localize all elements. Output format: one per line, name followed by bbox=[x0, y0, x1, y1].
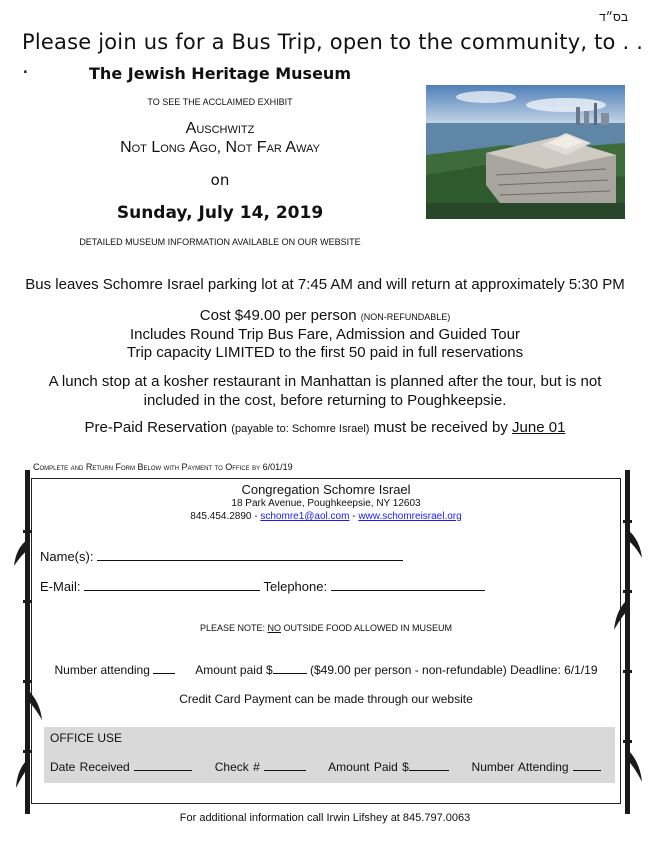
date-received-label: Date Received bbox=[50, 760, 130, 774]
headline: Please join us for a Bus Trip, open to the community, to . . . bbox=[22, 30, 644, 78]
payable-to: (payable to: Schomre Israel) bbox=[231, 423, 370, 435]
congregation-address: 18 Park Avenue, Poughkeepsie, NY 12603 bbox=[231, 498, 421, 509]
check-label: Check # bbox=[214, 760, 260, 774]
phone-number: 845.454.2890 bbox=[190, 511, 252, 522]
congregation-name: Congregation Schomre Israel bbox=[241, 482, 411, 497]
cost-line: Cost $49.00 per person bbox=[199, 307, 357, 324]
email-field[interactable] bbox=[84, 579, 260, 591]
hebrew-mark: בס״ד bbox=[599, 10, 628, 24]
includes-line: Includes Round Trip Bus Fare, Admission and Guided Tour bbox=[130, 326, 520, 343]
office-amount-paid-field[interactable] bbox=[409, 759, 449, 771]
food-note bbox=[31, 623, 621, 633]
attendance-row bbox=[31, 662, 621, 677]
see-exhibit-label: TO SEE THE ACCLAIMED EXHIBIT bbox=[147, 97, 293, 107]
number-attending-label: Number attending bbox=[54, 663, 150, 677]
separator: - bbox=[251, 511, 261, 522]
lunch-note bbox=[0, 372, 650, 410]
exhibit-title-line1: Auschwitz bbox=[185, 120, 255, 137]
note-prefix: PLEASE NOTE: bbox=[199, 623, 268, 633]
price-note: ($49.00 per person - non-refundable) Deadline: 6/1/19 bbox=[309, 663, 598, 677]
office-use-row bbox=[50, 759, 601, 774]
lunch-line1: A lunch stop at a kosher restaurant in Manhattan is planned after the tour, but is not bbox=[48, 373, 602, 390]
contact-line bbox=[31, 511, 621, 522]
complete-form-note: Complete and Return Form Below with Payment to Office by 6/01/19 bbox=[33, 462, 293, 472]
on-label: on bbox=[210, 171, 230, 189]
office-use-box bbox=[44, 727, 615, 783]
telephone-field[interactable] bbox=[331, 579, 485, 591]
received-by: must be received by bbox=[373, 419, 508, 436]
prepaid-deadline: June 01 bbox=[512, 419, 566, 436]
detail-note: DETAILED MUSEUM INFORMATION AVAILABLE ON OUR WEBSITE bbox=[79, 237, 361, 247]
telephone-label: Telephone: bbox=[263, 579, 328, 594]
note-suffix: OUTSIDE FOOD ALLOWED IN MUSEUM bbox=[281, 623, 453, 633]
office-use-title: OFFICE USE bbox=[50, 731, 123, 745]
email-link[interactable]: schomre1@aol.com bbox=[260, 511, 350, 522]
museum-name: The Jewish Heritage Museum bbox=[89, 64, 351, 83]
names-row bbox=[40, 549, 403, 564]
amount-paid-label: Amount paid $ bbox=[195, 663, 273, 677]
website-link[interactable]: www.schomreisrael.org bbox=[358, 511, 462, 522]
trip-date: Sunday, July 14, 2019 bbox=[116, 203, 324, 223]
names-label: Name(s): bbox=[40, 549, 94, 564]
office-amount-paid-label: Amount Paid $ bbox=[328, 760, 409, 774]
separator: - bbox=[349, 511, 359, 522]
check-field[interactable] bbox=[264, 759, 306, 771]
office-number-attending-label: Number Attending bbox=[471, 760, 569, 774]
cost-note: (NON-REFUNDABLE) bbox=[360, 312, 451, 322]
email-label: E-Mail: bbox=[40, 579, 81, 594]
cost-block bbox=[0, 307, 650, 362]
prepaid-note bbox=[0, 419, 650, 436]
prepaid-label: Pre-Paid Reservation bbox=[84, 419, 228, 436]
bus-schedule: Bus leaves Schomre Israel parking lot at 7:45 AM and will return at approximately 5:30 PM bbox=[25, 276, 625, 293]
credit-card-note: Credit Card Payment can be made through our website bbox=[179, 692, 473, 706]
office-number-attending-field[interactable] bbox=[573, 759, 601, 771]
note-no: NO bbox=[267, 623, 281, 633]
date-received-field[interactable] bbox=[134, 759, 192, 771]
footer-contact: For additional information call Irwin Lifshey at 845.797.0063 bbox=[179, 812, 471, 824]
number-attending-field[interactable] bbox=[153, 662, 175, 674]
amount-paid-field[interactable] bbox=[273, 662, 307, 674]
capacity-line: Trip capacity LIMITED to the first 50 paid in full reservations bbox=[126, 344, 524, 361]
names-field[interactable] bbox=[97, 549, 403, 561]
lunch-line2: included in the cost, before returning to Poughkeepsie. bbox=[143, 392, 507, 409]
email-phone-row bbox=[40, 579, 485, 594]
exhibit-title-line2: Not Long Ago, Not Far Away bbox=[120, 139, 320, 156]
museum-building-photo bbox=[426, 85, 625, 219]
